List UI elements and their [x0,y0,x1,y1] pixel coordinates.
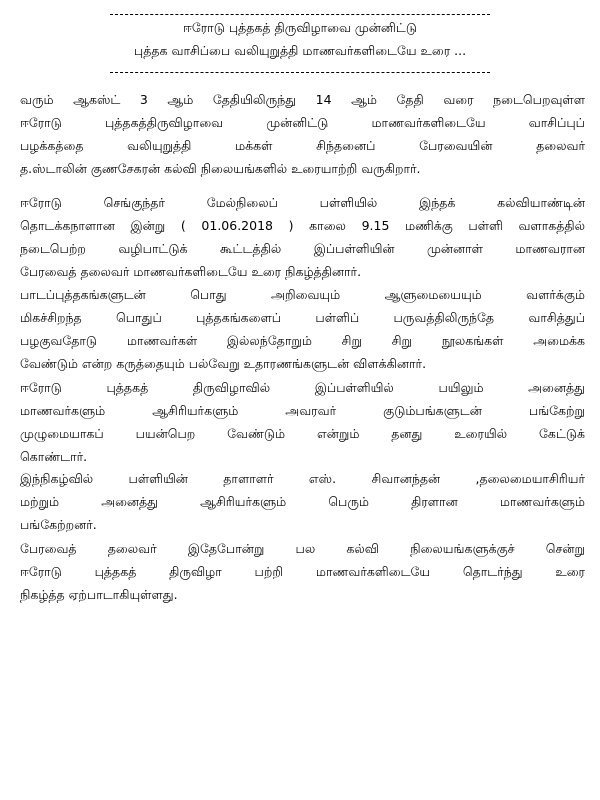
paragraph-line: தொடக்கநாளான இன்று ( 01.06.2018 ) காலை 9.15 மணிக்கு பள்ளி வளாகத்தில் [20,218,585,233]
paragraph-2 [20,191,585,283]
paragraph-line: பங்கேற்றனர். [20,517,97,532]
header-rule-top [110,14,490,15]
paragraph-line: ஈரோடு செங்குந்தர் மேல்நிலைப் பள்ளியில் இந்தக் கல்வியாண்டின் [20,195,585,210]
paragraph-3 [20,283,585,375]
paragraph-line: மாணவர்களும் ஆசிரியர்களும் அவரவர் குடும்பங்களுடன் பங்கேற்று [20,403,585,418]
paragraph-line: கொண்டார். [20,449,88,464]
header-rule-bottom [110,72,490,73]
paragraph-line: ஈரோடு புத்தகத் திருவிழா பற்றி மாணவர்களிடையே தொடர்ந்து உரை [20,564,585,579]
paragraph-line: பாடப்புத்தகங்களுடன் பொது அறிவையும் ஆளுமையையும் வளர்க்கும் [20,287,585,302]
paragraph-line: பழகுவதோடு மாணவர்கள் இல்லந்தோறும் சிறு சிறு நூலகங்கள் அமைக்க [20,333,585,348]
paragraph-1 [20,88,585,180]
paragraph-line: முழுமையாகப் பயன்பெற வேண்டும் என்றும் தனது உரையில் கேட்டுக் [20,426,585,441]
paragraph-4 [20,376,585,468]
paragraph-line: பேரவைத் தலைவர் மாணவர்களிடையே உரை நிகழ்த்தினார். [20,264,362,279]
paragraph-line: பழக்கத்தை வலியுறுத்தி மக்கள் சிந்தனைப் பேரவையின் தலைவர் [20,138,585,153]
paragraph-line: வரும் ஆகஸ்ட் 3 ஆம் தேதியிலிருந்து 14 ஆம் தேதி வரை நடைபெறவுள்ள [20,92,585,107]
paragraph-line: ஈரோடு புத்தகத்திருவிழாவை முன்னிட்டு மாணவர்களிடையே வாசிப்புப் [20,115,585,130]
headline-line-2: புத்தக வாசிப்பை வலியுறுத்தி மாணவர்களிடையே உரை ... [133,43,467,58]
paragraph-line: இந்நிகழ்வில் பள்ளியின் தாளாளர் எஸ். சிவானந்தன் ,தலைமையாசிரியர் [20,471,585,486]
paragraph-line: மற்றும் அனைத்து ஆசிரியர்களும் பெரும் திரளான மாணவர்களும் [20,494,585,509]
paragraph-line: மிகச்சிறந்த பொதுப் புத்தகங்களைப் பள்ளிப் பருவத்திலிருந்தே வாசித்துப் [20,310,585,325]
paragraph-line: வேண்டும் என்ற கருத்தையும் பல்வேறு உதாரணங்களுடன் விளக்கினார். [20,356,427,371]
headline-line-1: ஈரோடு புத்தகத் திருவிழாவை முன்னிட்டு [183,20,417,35]
paragraph-line: ஈரோடு புத்தகத் திருவிழாவில் இப்பள்ளியில் பயிலும் அனைத்து [20,380,585,395]
paragraph-line: பேரவைத் தலைவர் இதேபோன்று பல கல்வி நிலையங்களுக்குச் சென்று [20,541,585,556]
paragraph-6 [20,537,585,606]
paragraph-line: நிகழ்த்த ஏற்பாடாகியுள்ளது. [20,587,178,602]
paragraph-5 [20,467,585,536]
paragraph-line: த.ஸ்டாலின் குணசேகரன் கல்வி நிலையங்களில் உரையாற்றி வருகிறார். [20,161,421,176]
paragraph-line: நடைபெற்ற வழிபாட்டுக் கூட்டத்தில் இப்பள்ளியின் முன்னாள் மாணவரான [20,241,585,256]
